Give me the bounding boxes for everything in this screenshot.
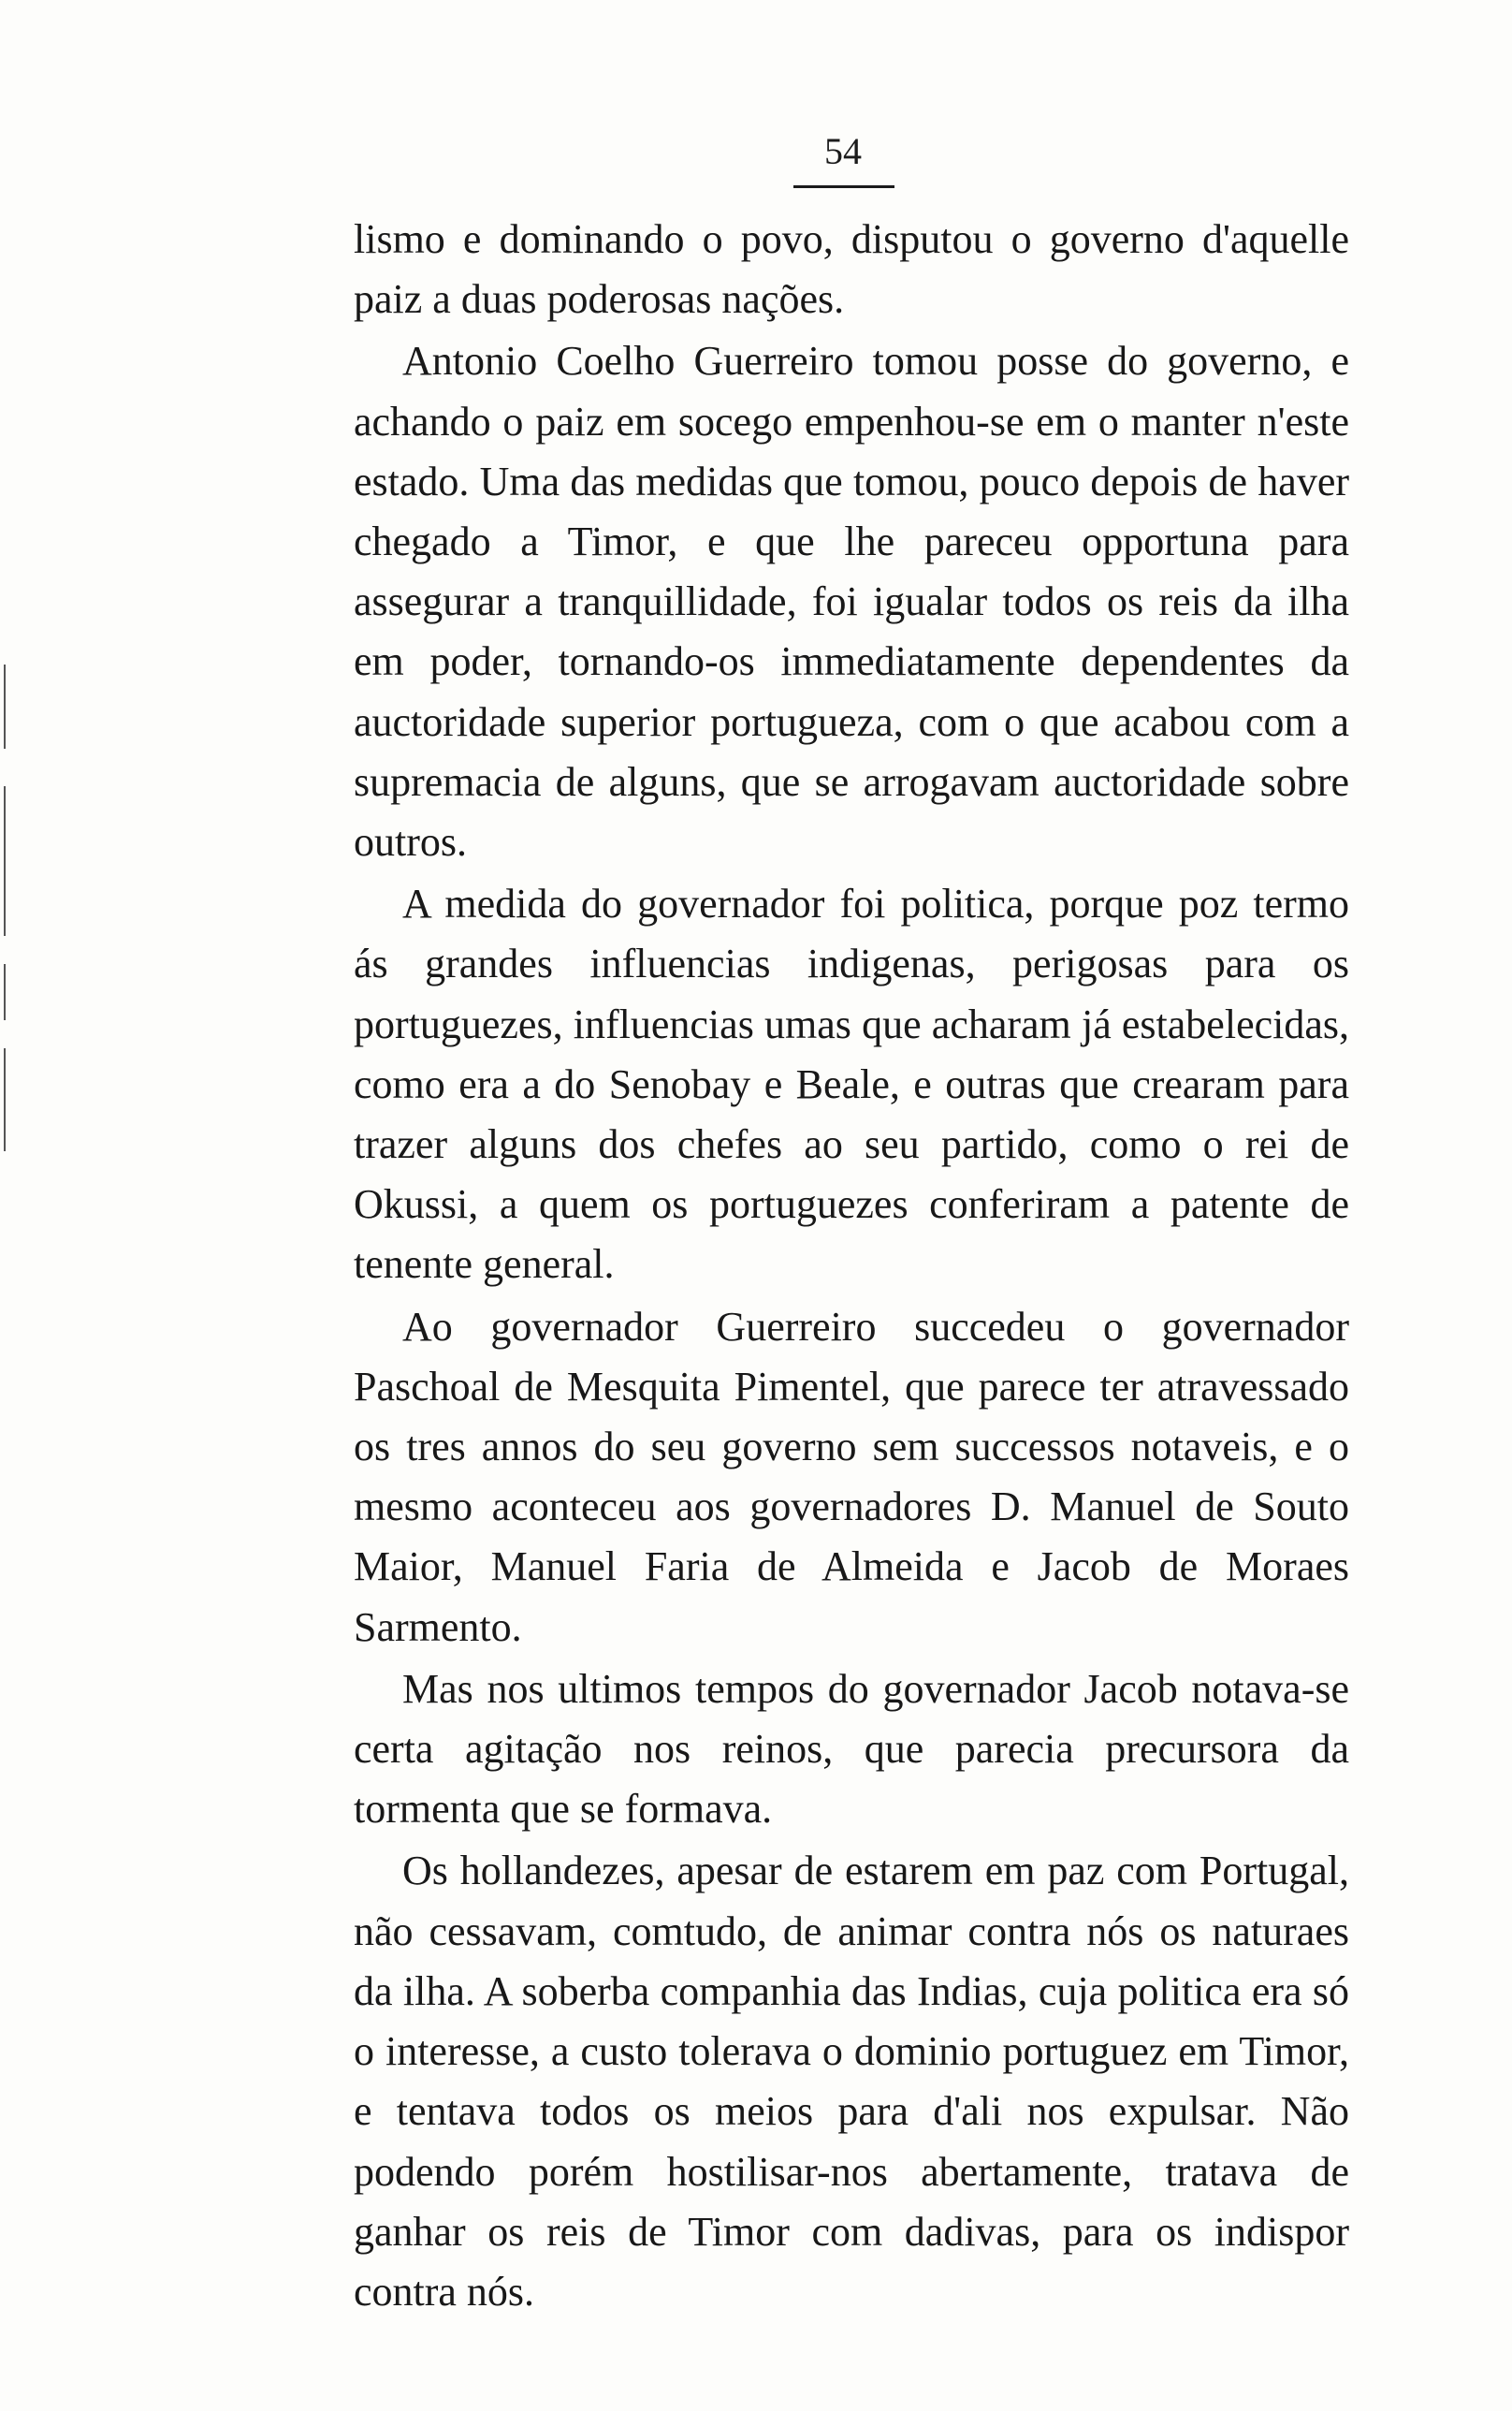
paragraph-agitacao: Mas nos ultimos tempos do governador Jacob notava-se certa agitação nos reinos, que parecia precursora da tormenta que se formava. bbox=[354, 1665, 1349, 1833]
paragraph-successores: Ao governador Guerreiro succedeu o governador Paschoal de Mesquita Pimentel, que parece ter atravessado os tres annos do seu governo sem successos notaveis, e o mesmo aconteceu aos governadores D. Manuel de Souto Maior, Manuel Faria de Almeida e Jacob de Moraes Sarmento. bbox=[354, 1303, 1349, 1650]
paragraph-guerreiro: Antonio Coelho Guerreiro tomou posse do governo, e achando o paiz em socego empenhou-se em o manter n'este estado. Uma das medidas que tomou, pouco depois de haver chegado a Timor, e que lhe pareceu opportuna para assegurar a tranquillidade, foi igualar todos os reis da ilha em poder, tornando-os immediatamente dependentes da auctoridade superior portugueza, com o que acabou com a supremacia de alguns, que se arrogavam auctoridade sobre outros. bbox=[354, 338, 1349, 866]
paragraph-continuation: lismo e dominando o povo, disputou o governo d'aquelle paiz a duas poderosas nações. bbox=[354, 216, 1349, 323]
scan-edge-marks bbox=[0, 646, 24, 1170]
paragraph-medida: A medida do governador foi politica, porque poz termo ás grandes influencias indigenas, perigosas para os portuguezes, influencias umas que acharam já estabelecidas, como era a do Senobay e Beale, e outras que crearam para trazer alguns dos chefes ao seu partido, como o rei de Okussi, a quem os portuguezes conferiram a patente de tenente general. bbox=[354, 881, 1349, 1288]
page-number-rule bbox=[793, 185, 894, 188]
page-body-text bbox=[354, 210, 1349, 2324]
page-number: 54 bbox=[824, 130, 862, 172]
paragraph-hollandezes: Os hollandezes, apesar de estarem em paz com Portugal, não cessavam, comtudo, de animar contra nós os naturaes da ilha. A soberba companhia das Indias, cuja politica era só o interesse, a custo tolerava o dominio portuguez em Timor, e tentava todos os meios para d'ali nos expulsar. Não podendo porém hostilisar-nos abertamente, tratava de ganhar os reis de Timor com dadivas, para os indispor contra nós. bbox=[354, 1848, 1349, 2315]
